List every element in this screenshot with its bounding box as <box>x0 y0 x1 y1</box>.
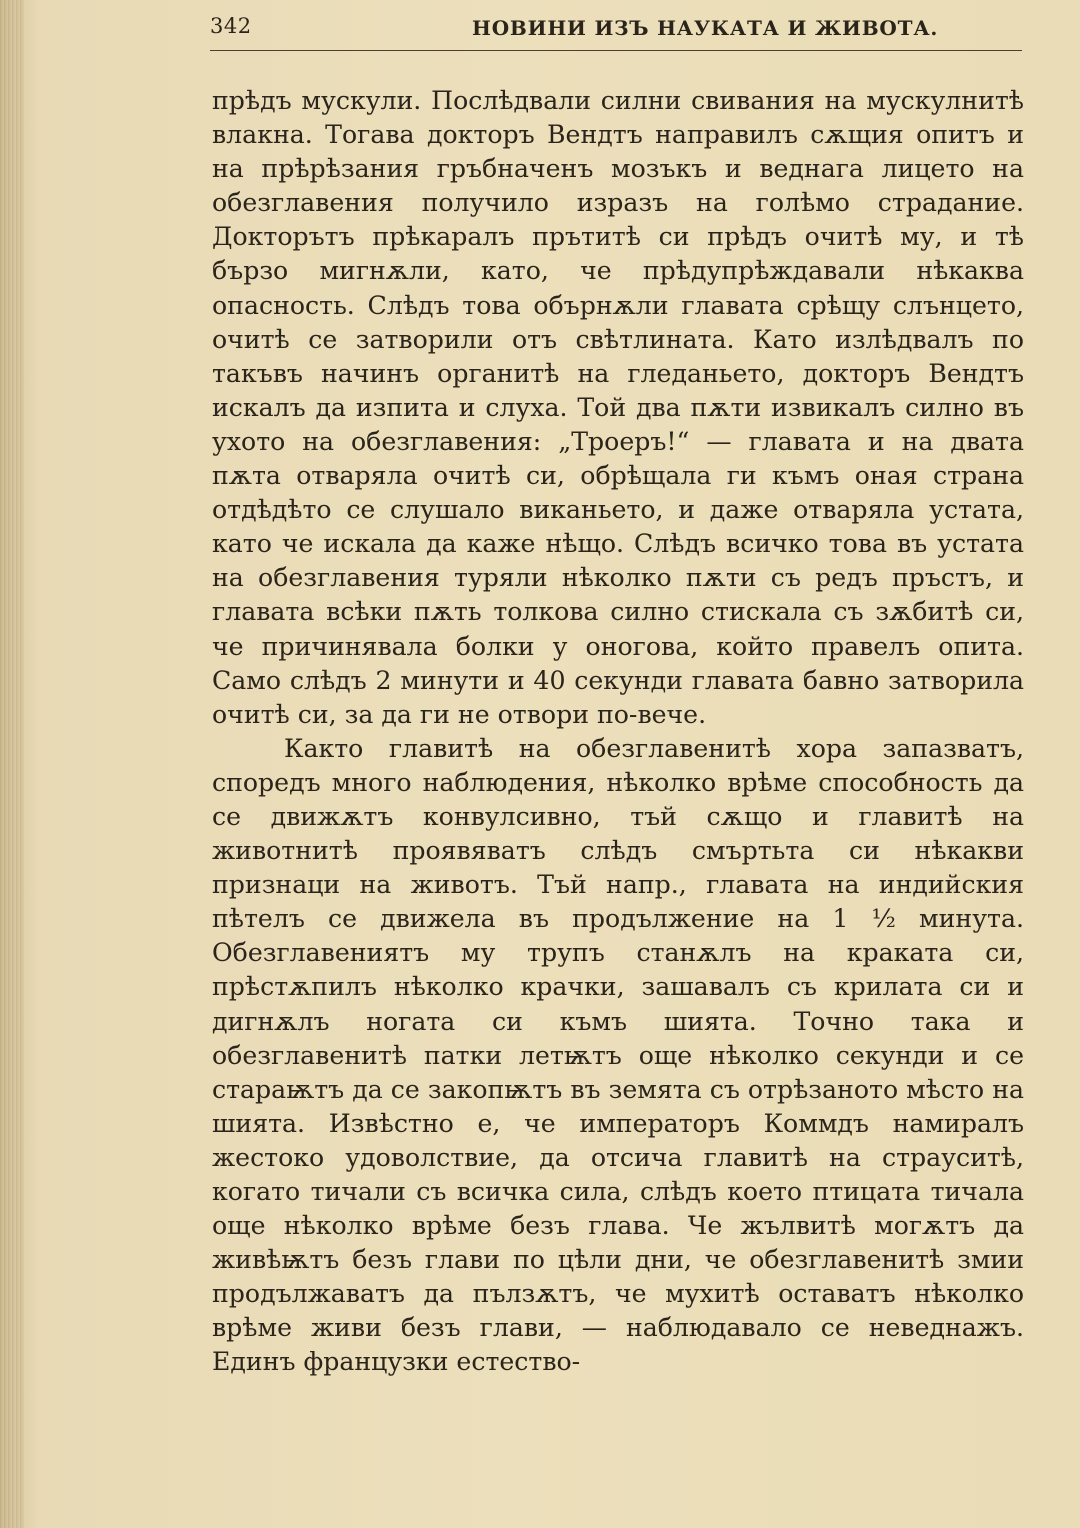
header-rule <box>210 50 1022 51</box>
paragraph: прѣдъ мускули. Послѣдвали силни свивания на мускулнитѣ влакна. Тогава докторъ Вендтъ направилъ сѫщия опитъ и на прѣрѣзания гръбначенъ мозъкъ и веднага лицето на обезглавения получило изразъ на голѣмо страдание. Докторътъ прѣкаралъ прътитѣ си прѣдъ очитѣ му, и тѣ бързо мигнѫли, като, че прѣдупрѣждавали нѣкаква опасность. Слѣдъ това обърнѫли главата срѣщу слънцето, очитѣ се затворили отъ свѣтлината. Като излѣдвалъ по такъвъ начинъ органитѣ на гледаньето, докторъ Вендтъ искалъ да изпита и слуха. Той два пѫти извикалъ силно въ ухото на обезглавения: „Троеръ!“ — главата и на двата пѫта отваряла очитѣ си, обрѣщала ги къмъ оная страна отдѣдѣто се слушало виканьето, и даже отваряла устата, като че искала да каже нѣщо. Слѣдъ всичко това въ устата на обезглавения туряли нѣколко пѫти съ редъ пръстъ, и главата всѣки пѫть толкова силно стискала съ зѫбитѣ си, че причинявала болки у оногова, който правелъ опита. Само слѣдъ 2 минути и 40 секунди главата бавно затворила очитѣ си, за да ги не отвори по-вече. <box>212 86 1024 729</box>
page-header <box>210 14 1022 50</box>
paragraph: Както главитѣ на обезглавенитѣ хора запазватъ, споредъ много наблюдения, нѣколко врѣме способность да се движѫтъ конвулсивно, тъй сѫщо и главитѣ на животнитѣ проявяватъ слѣдъ смъртьта си нѣкакви признаци на животъ. Тъй напр., главата на индийския пѣтелъ се движела въ продължение на 1 ½ минута. Обезглавениятъ му трупъ станѫлъ на краката си, прѣстѫпилъ нѣколко крачки, зашавалъ съ крилата си и дигнѫлъ ногата си къмъ шията. Точно така и обезглавенитѣ патки летѭтъ още нѣколко секунди и се старaѭтъ да се закопѭтъ въ земята съ отрѣзаното мѣсто на шията. Извѣстно е, че императоръ Коммдъ намиралъ жестоко удоволствие, да отсича главитѣ на страуситѣ, когато тичали съ всичка сила, слѣдъ което птицата тичала още нѣколко врѣме безъ глава. Че жълвитѣ могѫтъ да живѣѭтъ безъ глави по цѣли дни, че обезглавенитѣ змии продължаватъ да пълзѫтъ, че мухитѣ оставатъ нѣколко врѣме живи безъ глави, — наблюдавало се неведнажъ. Единъ французки естество- <box>212 733 1024 1377</box>
page-number: 342 <box>210 14 252 38</box>
binding-gutter <box>0 0 24 1528</box>
running-title: НОВИНИ ИЗЪ НАУКАТА И ЖИВОТА. <box>472 16 939 40</box>
body-text <box>212 84 1024 1380</box>
